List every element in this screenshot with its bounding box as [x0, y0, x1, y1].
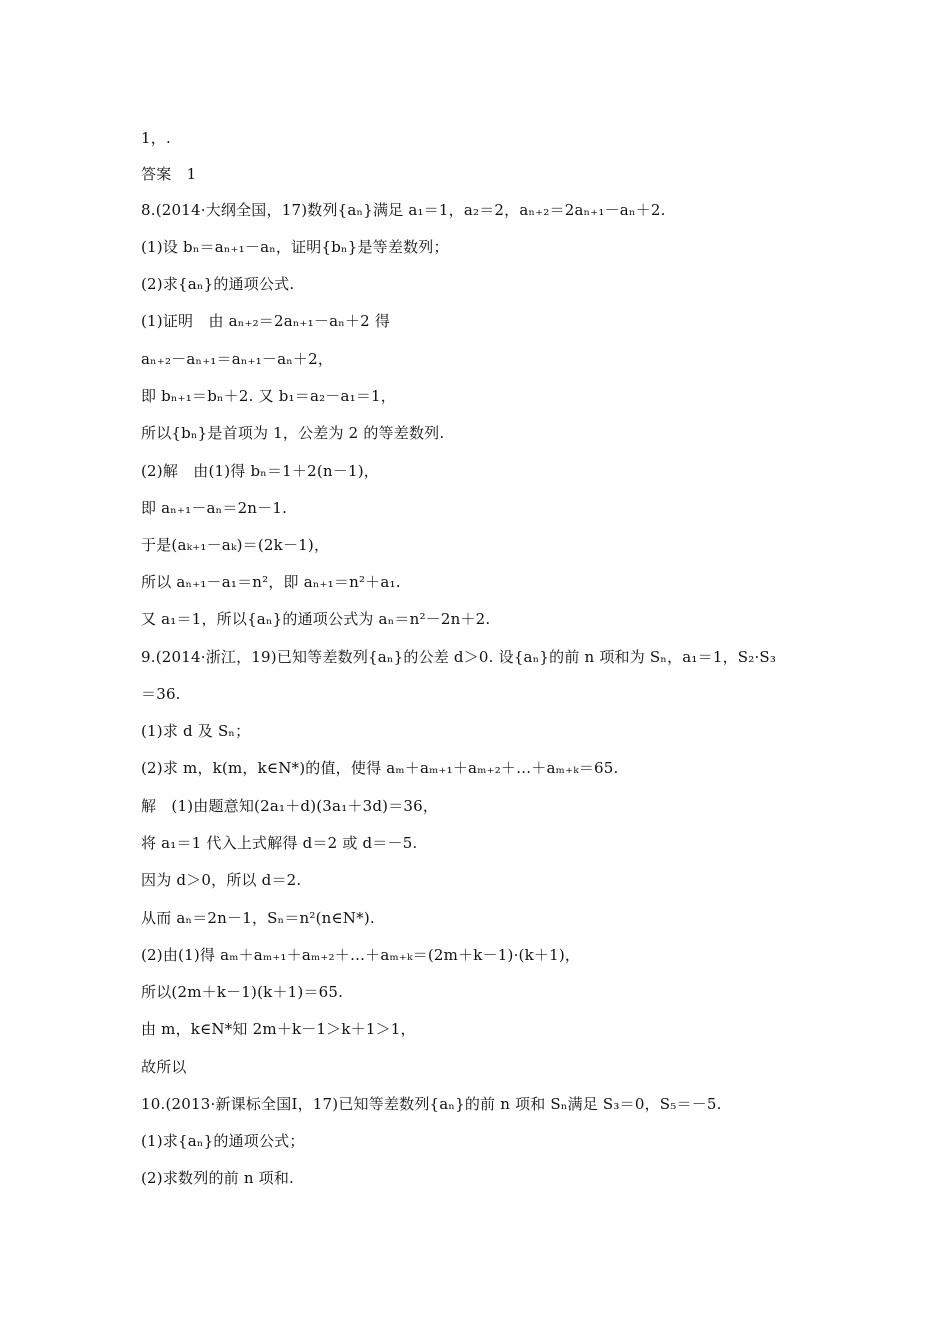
problem-8-part-2: (2)求{aₙ}的通项公式.	[141, 275, 295, 293]
solution-line: 所以{bₙ}是首项为 1，公差为 2 的等差数列.	[141, 424, 445, 442]
problem-9-statement: 9.(2014·浙江，19)已知等差数列{aₙ}的公差 d＞0. 设{aₙ}的前 n 项和为 Sₙ，a₁＝1，S₂·S₃	[141, 648, 777, 666]
problem-9-part-1: (1)求 d 及 Sₙ；	[141, 722, 251, 740]
solution-line: 将 a₁＝1 代入上式解得 d＝2 或 d＝－5.	[141, 834, 418, 852]
problem-9-part-2: (2)求 m，k(m，k∈N*)的值，使得 aₘ＋aₘ₊₁＋aₘ₊₂＋…＋aₘ₊ₖ＝65.	[141, 759, 619, 777]
solution-line: 从而 aₙ＝2n－1，Sₙ＝n²(n∈N*).	[141, 909, 375, 927]
problem-8-part-1: (1)设 bₙ＝aₙ₊₁－aₙ，证明{bₙ}是等差数列；	[141, 238, 449, 256]
solution-line: 即 bₙ₊₁＝bₙ＋2. 又 b₁＝a₂－a₁＝1，	[141, 387, 397, 405]
solution-line: 即 aₙ₊₁－aₙ＝2n－1.	[141, 499, 288, 517]
text-line: 1，.	[141, 129, 171, 147]
solution-line: (2)由(1)得 aₘ＋aₘ₊₁＋aₘ₊₂＋…＋aₘ₊ₖ＝(2m＋k－1)·(k＋1)，	[141, 946, 581, 964]
problem-8-statement: 8.(2014·大纲全国，17)数列{aₙ}满足 a₁＝1，a₂＝2，aₙ₊₂＝2aₙ₊₁－aₙ＋2.	[141, 201, 666, 219]
solution-line: (1)证明 由 aₙ₊₂＝2aₙ₊₁－aₙ＋2 得	[141, 312, 391, 330]
problem-9-statement-cont: ＝36.	[141, 685, 181, 703]
solution-line: 所以 aₙ₊₁－a₁＝n²，即 aₙ₊₁＝n²＋a₁.	[141, 573, 401, 591]
solution-line: 又 a₁＝1，所以{aₙ}的通项公式为 aₙ＝n²－2n＋2.	[141, 610, 491, 628]
solution-line: 由 m，k∈N*知 2m＋k－1＞k＋1＞1，	[141, 1020, 416, 1038]
answer-line: 答案 1	[141, 165, 197, 183]
problem-10-part-2: (2)求数列的前 n 项和.	[141, 1169, 295, 1187]
solution-line: 因为 d＞0，所以 d＝2.	[141, 871, 302, 889]
solution-line: aₙ₊₂－aₙ₊₁＝aₙ₊₁－aₙ＋2，	[141, 350, 334, 368]
solution-line: 故所以	[141, 1058, 187, 1076]
solution-line: 解 (1)由题意知(2a₁＋d)(3a₁＋3d)＝36，	[141, 797, 439, 815]
problem-10-part-1: (1)求{aₙ}的通项公式；	[141, 1132, 305, 1150]
solution-line: 所以(2m＋k－1)(k＋1)＝65.	[141, 983, 344, 1001]
solution-line: 于是(aₖ₊₁－aₖ)＝(2k－1)，	[141, 536, 330, 554]
problem-10-statement: 10.(2013·新课标全国Ⅰ，17)已知等差数列{aₙ}的前 n 项和 Sₙ满足 S₃＝0，S₅＝－5.	[141, 1095, 722, 1113]
solution-line: (2)解 由(1)得 bₙ＝1＋2(n－1)，	[141, 462, 379, 480]
